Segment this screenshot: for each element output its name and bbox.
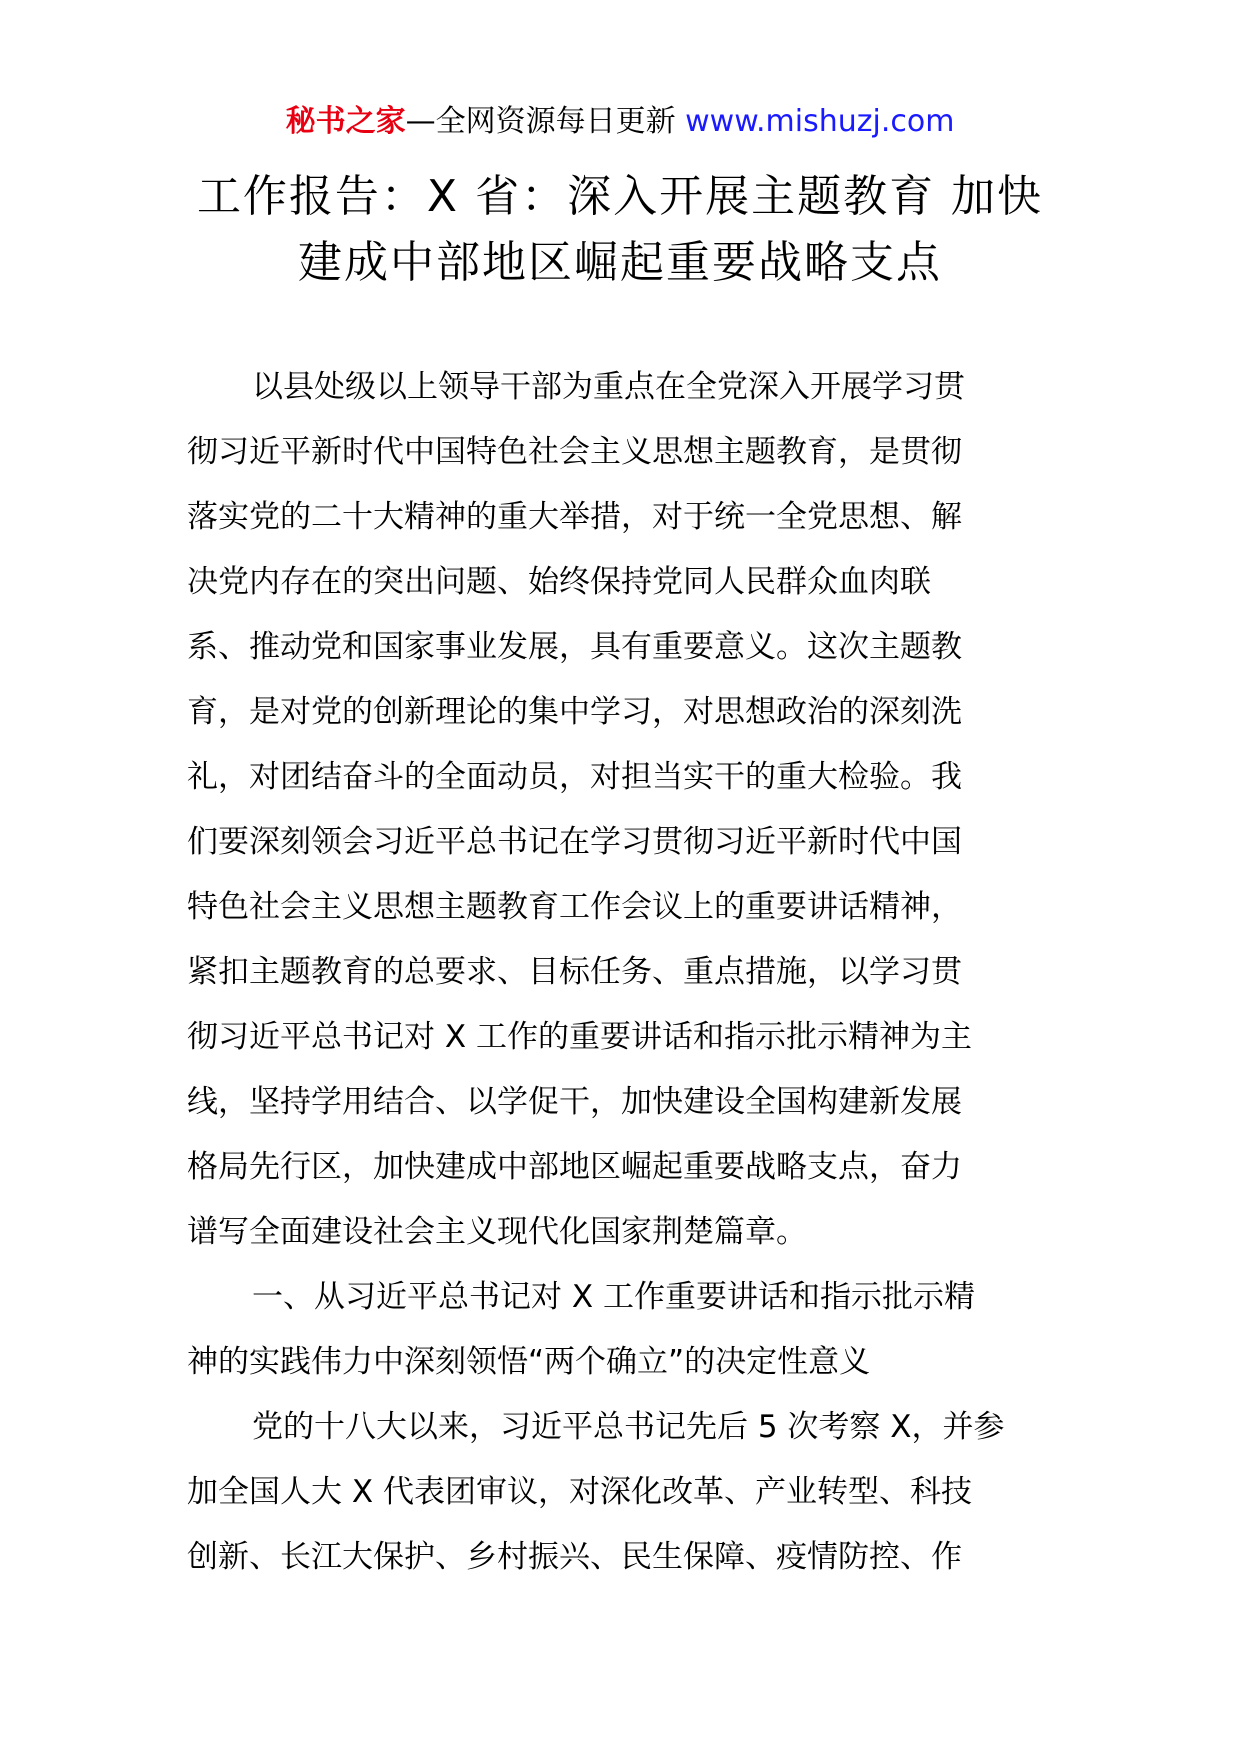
body-line: 系、推动党和国家事业发展，具有重要意义。这次主题教 bbox=[187, 629, 962, 665]
body-line: 紧扣主题教育的总要求、目标任务、重点措施，以学习贯 bbox=[187, 954, 962, 990]
body-line: 线，坚持学用结合、以学促干，加快建设全国构建新发展 bbox=[187, 1084, 962, 1120]
body-line: 落实党的二十大精神的重大举措，对于统一全党思想、解 bbox=[187, 499, 962, 535]
brand-name: 秘书之家 bbox=[285, 104, 406, 139]
body-line: 决党内存在的突出问题、始终保持党同人民群众血肉联 bbox=[187, 564, 931, 600]
site-header bbox=[0, 100, 1240, 144]
body-line: 们要深刻领会习近平总书记在学习贯彻习近平新时代中国 bbox=[187, 824, 962, 860]
body-line: 育，是对党的创新理论的集中学习，对思想政治的深刻洗 bbox=[187, 694, 962, 730]
body-line: 党的十八大以来，习近平总书记先后 5 次考察 X，并参 bbox=[252, 1409, 1005, 1445]
body-line: 以县处级以上领导干部为重点在全党深入开展学习贯 bbox=[252, 369, 965, 405]
body-line: 创新、长江大保护、乡村振兴、民生保障、疫情防控、作 bbox=[187, 1539, 962, 1575]
section-heading-line: 神的实践伟力中深刻领悟“两个确立”的决定性意义 bbox=[187, 1344, 871, 1380]
body-line: 加全国人大 X 代表团审议，对深化改革、产业转型、科技 bbox=[187, 1474, 972, 1510]
title-line: 建成中部地区崛起重要战略支点 bbox=[298, 237, 942, 288]
site-url-link[interactable]: www.mishuzj.com bbox=[685, 104, 955, 139]
body-line: 格局先行区，加快建成中部地区崛起重要战略支点，奋力 bbox=[187, 1149, 962, 1185]
body-line: 谱写全面建设社会主义现代化国家荆楚篇章。 bbox=[187, 1214, 807, 1250]
title-line: 工作报告：X 省：深入开展主题教育 加快 bbox=[196, 171, 1044, 222]
body-line: 礼，对团结奋斗的全面动员，对担当实干的重大检验。我 bbox=[187, 759, 962, 795]
body-line: 彻习近平总书记对 X 工作的重要讲话和指示批示精神为主 bbox=[187, 1019, 972, 1055]
document-body bbox=[187, 355, 1053, 1590]
document-title bbox=[140, 164, 1100, 296]
body-line: 彻习近平新时代中国特色社会主义思想主题教育，是贯彻 bbox=[187, 434, 962, 470]
header-tagline: —全网资源每日更新 bbox=[405, 104, 676, 139]
body-line: 特色社会主义思想主题教育工作会议上的重要讲话精神， bbox=[187, 889, 962, 925]
section-heading-line: 一、从习近平总书记对 X 工作重要讲话和指示批示精 bbox=[252, 1279, 975, 1315]
